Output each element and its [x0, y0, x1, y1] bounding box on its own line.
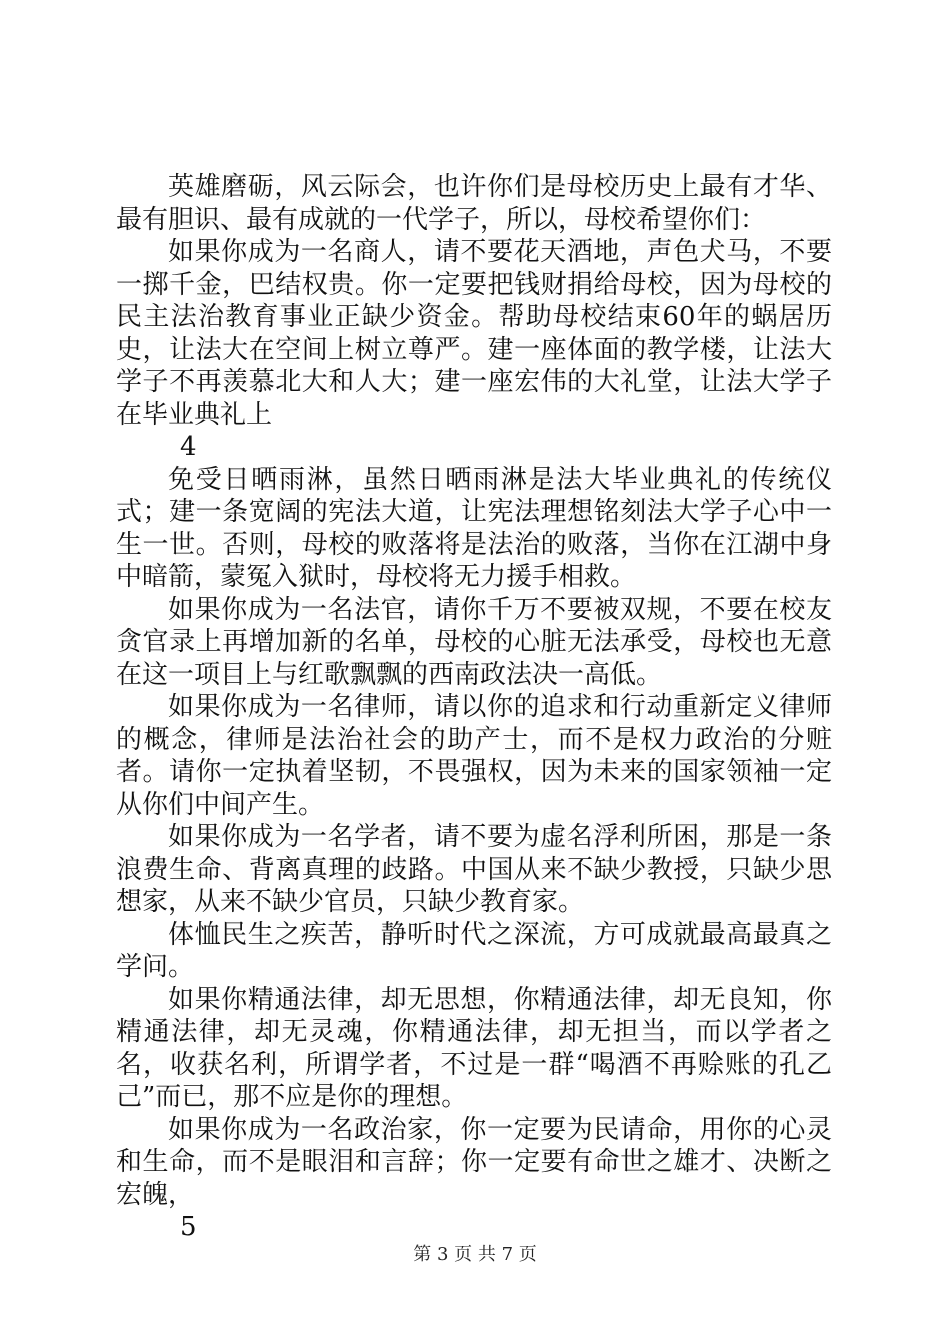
page-indicator: 第 3 页 共 7 页	[413, 1244, 537, 1265]
paragraph: 如果你成为一名学者，请不要为虚名浮利所困，那是一条浪费生命、背离真理的歧路。中国从来不缺少教授，只缺少思想家，从来不缺少官员，只缺少教育家。	[116, 822, 832, 917]
page-footer	[0, 1243, 950, 1267]
paragraph: 如果你成为一名律师，请以你的追求和行动重新定义律师的概念，律师是法治社会的助产士，而不是权力政治的分赃者。请你一定执着坚韧，不畏强权，因为未来的国家领袖一定从你们中间产生。	[116, 692, 832, 820]
paragraph: 如果你精通法律，却无思想，你精通法律，却无良知，你精通法律，却无灵魂，你精通法律，却无担当，而以学者之名，收获名利，所谓学者，不过是一群“喝酒不再赊账的孔乙己”而已，那不应是你的理想。	[116, 984, 832, 1112]
paragraph: 英雄磨砺，风云际会，也许你们是母校历史上最有才华、最有胆识、最有成就的一代学子，所以，母校希望你们：	[116, 172, 832, 235]
paragraph: 体恤民生之疾苦，静听时代之深流，方可成就最高最真之学问。	[116, 919, 832, 982]
paragraph: 免受日晒雨淋，虽然日晒雨淋是法大毕业典礼的传统仪式；建一条宽阔的宪法大道，让宪法理想铭刻法大学子心中一生一世。否则，母校的败落将是法治的败落，当你在江湖中身中暗箭，蒙冤入狱时，母校将无力援手相救。	[116, 464, 832, 592]
paragraph: 如果你成为一名商人，请不要花天酒地，声色犬马，不要一掷千金，巴结权贵。你一定要把钱财捐给母校，因为母校的民主法治教育事业正缺少资金。帮助母校结束60年的蜗居历史，让法大在空间上树立尊严。建一座体面的教学楼，让法大学子不再羡慕北大和人大；建一座宏伟的大礼堂，让法大学子在毕业典礼上	[116, 237, 832, 430]
paragraph: 如果你成为一名法官，请你千万不要被双规，不要在校友贪官录上再增加新的名单，母校的心脏无法承受，母校也无意在这一项目上与红歌飘飘的西南政法决一高低。	[116, 594, 832, 690]
paragraph: 如果你成为一名政治家，你一定要为民请命，用你的心灵和生命，而不是眼泪和言辞；你一定要有命世之雄才、决断之宏魄，	[116, 1114, 832, 1210]
inline-page-number: 4	[180, 432, 197, 462]
document-body	[116, 171, 832, 1244]
inline-page-number: 5	[180, 1212, 197, 1242]
